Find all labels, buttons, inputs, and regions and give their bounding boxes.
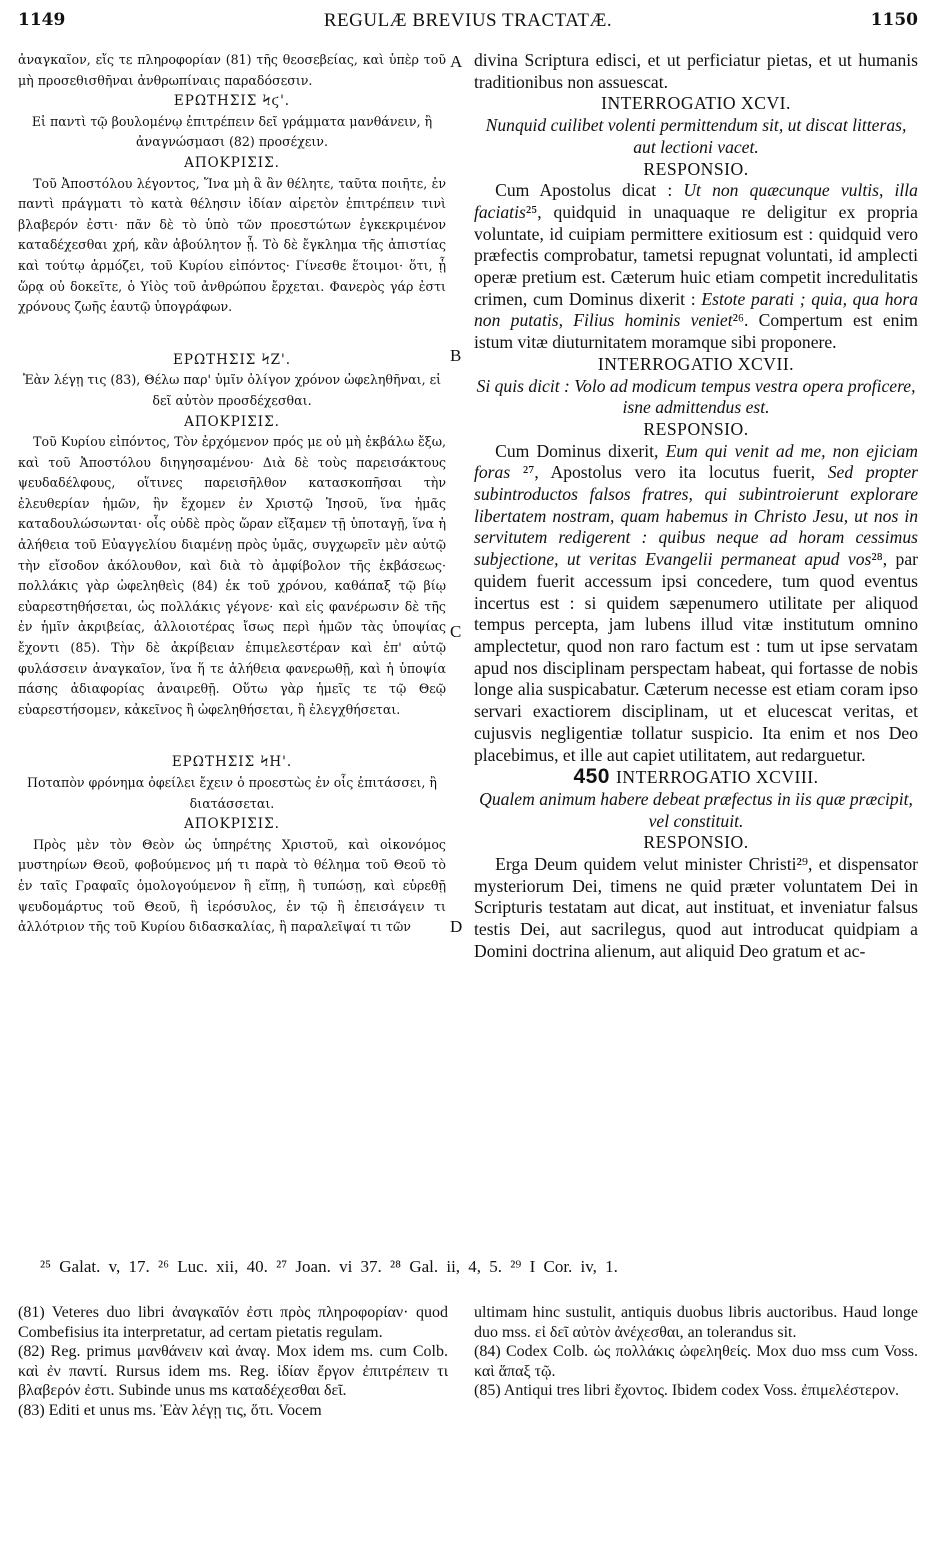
left-page-number: 1149 xyxy=(18,10,66,30)
margin-letter-b: B xyxy=(450,346,462,365)
greek-question-98: Ποταπὸν φρόνημα ὀφείλει ἔχειν ὁ προεστὼς ἐν οἷς ἐπιτάσσει, ἢ διατάσσεται. xyxy=(27,775,437,811)
greek-response-96: Τοῦ Ἀποστόλου λέγοντος, Ἵνα μὴ ἃ ἂν θέλητε, ταῦτα ποιῆτε, ἐν παντὶ πράγματι τὸ κατὰ θέλησιν ἰδίαν αἱρετὸν ἐπιτρέπειν τινὶ βλαβερόν ἐστι· πᾶν δὲ τὸ ὑπὸ τῶν προεστώτων ἐγκεκριμένον καταδέχεσθαι χρή, κἂν ἀβούλητον ᾖ. Τὸ δὲ ἔγκλημα τῆς ἀπιστίας καὶ τούτῳ ἁρμόζει, τοῦ Κυρίου εἰπόντος· Γίνεσθε ἕτοιμοι· ὅτι, ᾗ ὥρᾳ οὐ δοκεῖτε, ὁ Υἱὸς τοῦ ἀνθρώπου ἔρχεται. Φανερὸς γάρ ἐστι χρόνους ζωῆς ἑαυτῷ ὑπογράφων. xyxy=(18,175,446,315)
column-number: 450 xyxy=(573,765,610,789)
margin-letter-c: C xyxy=(450,622,462,641)
variant-note: (82) Reg. primus μανθάνειν καὶ ἀναγ. Mox idem ms. cum Colb. καὶ ἐν παντί. Rursus idem ms. Reg. ἰδίαν ἔργον ἐπιτρέπειν τι βλαβερόν ἐστι. Subinde unus ms καταδέχεσθαι δεῖ. xyxy=(18,1343,448,1399)
latin-question-98: Qualem animum habere debeat præfectus in iis quæ præcipit, vel constituit. xyxy=(479,788,913,831)
latin-heading-96: INTERROGATIO XCVI. xyxy=(601,93,791,114)
variant-note: (81) Veteres duo libri ἀναγκαῖόν ἐστι πρὸς πληροφορίαν· quod Combefisius ita interpretatur, ad certam pietatis regulam. xyxy=(18,1304,448,1341)
latin-column xyxy=(474,50,918,963)
page-header xyxy=(18,10,918,40)
variant-notes-left xyxy=(18,1303,448,1420)
margin-letter-d: D xyxy=(450,917,463,936)
latin-question-96: Nunquid cuilibet volenti permittendum sit, ut discat litteras, aut lectioni vacet. xyxy=(485,115,907,157)
latin-response-96: Cum Apostolus dicat : Ut non quæcunque vultis, illa faciatis²⁵, quidquid in unaquaque re deligitur ex propria voluntate, id cuipiam permittere exitiosum est : quidquid vero præfectis comprobatur, tametsi repugnat voluntati, id amplecti operæ pretium est. Cæterum huic etiam competit incredulitatis crimen, cum Dominus dixerit : Estote parati ; quia, qua hora non putatis, Filius hominis veniet²⁶. Compertum est enim istum vitæ diuturnitatem moramque sibi proponere. xyxy=(474,180,918,353)
variant-note: (85) Antiqui tres libri ἔχοντος. Ibidem codex Voss. ἐπιμελέστερον. xyxy=(474,1382,899,1399)
greek-heading-96: ΕΡΩΤΗΣΙΣ Ϟϛ'. xyxy=(173,93,291,110)
greek-response-head-97: ΑΠΟΚΡΙΣΙΣ. xyxy=(184,413,280,430)
right-page-number: 1150 xyxy=(870,10,918,30)
variant-notes-right xyxy=(474,1303,918,1401)
greek-response-head-98: ΑΠΟΚΡΙΣΙΣ. xyxy=(184,816,280,833)
latin-heading-98: 450 INTERROGATIO XCVIII. xyxy=(573,765,819,789)
greek-response-head-96: ΑΠΟΚΡΙΣΙΣ. xyxy=(184,154,280,171)
variant-note: (84) Codex Colb. ὡς πολλάκις ὠφεληθείς. Mox duo mss cum Voss. καὶ ἅπαξ τῷ. xyxy=(474,1343,918,1380)
greek-heading-97: ΕΡΩΤΗΣΙΣ ϞΖ'. xyxy=(173,351,291,368)
latin-opening-paragraph: divina Scriptura edisci, et ut perficiatur pietas, et ut humanis traditionibus non assuescat. xyxy=(474,50,918,92)
greek-column xyxy=(18,50,446,938)
variant-note: (83) Editi et unus ms. Ἐὰν λέγῃ τις, ὅτι. Vocem xyxy=(18,1401,322,1419)
variant-note: ultimam hinc sustulit, antiquis duobus libris auctoribus. Haud longe duo mss. εἰ δεῖ αὐτὸν ἀνέχεσθαι, an tolerandus sit. xyxy=(474,1304,918,1341)
greek-heading-98: ΕΡΩΤΗΣΙΣ ϞΗ'. xyxy=(171,754,293,771)
latin-response-head-96: RESPONSIO. xyxy=(643,158,749,179)
latin-response-98: Erga Deum quidem velut minister Christi²⁹, et dispensator mysteriorum Dei, timens ne quid præter voluntatem Dei in Scripturis testatam aut dicat, aut instituat, et inveniatur falsus testis Dei, aut sacrilegus, quod aut introducat quidpiam a Domini doctrina alienum, aut aliquid Deo gratum et ac- xyxy=(474,854,918,961)
greek-response-97: Τοῦ Κυρίου εἰπόντος, Τὸν ἐρχόμενον πρός με οὐ μὴ ἐκβάλω ἔξω, καὶ τοῦ Ἀποστόλου διηγησαμένου· Διὰ δὲ τοὺς παρεισάκτους ψευδαδέλφους, οἵτινες παρεισῆλθον κατασκοπῆσαι τὴν ἐλευθερίαν ἡμῶν, ἣν ἔχομεν ἐν Χριστῷ Ἰησοῦ, ἵνα ἡμᾶς καταδουλώσωνται· οἷς οὐδὲ πρὸς ὥραν εἴξαμεν τῇ ὑποταγῇ, ἵνα ἡ ἀλήθεια τοῦ Εὐαγγελίου διαμένῃ πρὸς ὑμᾶς, συγχωρεῖν μὲν αὐτῷ τὴν εἴσοδον ἀκόλουθον, καὶ διὰ τὸ ἀμφίβολον τῆς ἐκβάσεως· πολλάκις γὰρ ὠφεληθεὶς (84) ἐκ τοῦ χρόνου, καθάπαξ τῷ βίῳ εὐαρεστηθήσεται, ὡς πολλάκις γέγονε· καὶ εἰς φανέρωσιν δὲ τῆς ἐν ἡμῖν ἀκριβείας, ἀλλοιοτέρας ἴσως περὶ ἡμῶν τὰς ὑποψίας ἔχοντι (85). Τὴν δὲ ἀκρίβειαν ἐπιμελεστέραν καὶ ἐπ' αὐτῷ φυλάσσειν ἀναγκαῖον, ἵνα ἥ τε ἀλήθεια φανερωθῇ, καὶ ἡ ὑποψία πάσης ἀδιαφορίας ἀναιρεθῇ. Οὕτω γὰρ ἡμεῖς τε τῷ Θεῷ εὐαρεστήσομεν, κἀκεῖνος ἢ ὠφεληθήσεται, ἢ ἐλεγχθήσεται. xyxy=(18,434,446,717)
latin-response-head-98: RESPONSIO. xyxy=(643,832,749,853)
greek-response-98: Πρὸς μὲν τὸν Θεὸν ὡς ὑπηρέτης Χριστοῦ, καὶ οἰκονόμος μυστηρίων Θεοῦ, φοβούμενος μή τι παρὰ τὸ θέλημα τοῦ Θεοῦ τὸ ἐν ταῖς Γραφαῖς ὁμολογούμενον ἢ εἴπῃ, ἢ τυπώσῃ, καὶ εὑρεθῇ ψευδομάρτυς τοῦ Θεοῦ, ἢ ἱερόσυλος, ἐν τῷ ἢ ἐπεισάγειν τι ἀλλότριον τῆς τοῦ Κυρίου διδασκαλίας, ἢ παραλεῖψαί τι τῶν xyxy=(18,836,446,935)
latin-heading-97: INTERROGATIO XCVII. xyxy=(597,353,795,374)
greek-question-97: Ἐὰν λέγῃ τις (83), Θέλω παρ' ὑμῖν ὀλίγον χρόνον ὠφεληθῆναι, εἰ δεῖ αὐτὸν προσδέχεσθαι. xyxy=(22,372,442,408)
margin-letter-a: A xyxy=(450,52,463,71)
scripture-footnotes: ²⁵ Galat. v, 17. ²⁶ Luc. xii, 40. ²⁷ Joan. vi 37. ²⁸ Gal. ii, 4, 5. ²⁹ I Cor. iv, 1. xyxy=(40,1257,618,1276)
latin-response-97: Cum Dominus dixerit, Eum qui venit ad me, non ejiciam foras ²⁷, Apostolus vero ita locutus fuerit, Sed propter subintroductos falsos fratres, qui subintroierunt explorare libertatem nostram, quam habemus in Christo Jesu, ut nos in servitutem redigerent : quibus neque ad horam cessimus subjectione, ut veritas Evangelii permaneat apud vos²⁸, par quidem fuerit accessum ipsi concedere, tum quod eventus incertus est : si quidem sæpenumero utilitate per aliquod tempus percepta, jam lubens illud vitæ institutum omnino amplectetur, quod non raro factum est : tum ut ipse servatam apud nos disciplinam perspectam habeat, qui fortasse de nobis longe alia suspicabatur. Cæterum necesse est etiam coram ipso servari exactiorem disciplinam, ut et elucescat veritas, et cujusvis negligentiæ tollatur suspicio. Ita enim et nos Deo placebimus, et ille aut capiet utilitatem, aut redarguetur. xyxy=(474,440,918,765)
greek-opening-paragraph: ἀναγκαῖον, εἴς τε πληροφορίαν (81) τῆς θεοσεβείας, καὶ ὑπὲρ τοῦ μὴ προσεθισθῆναι ἀνθρωπίναις παραδόσεσιν. xyxy=(18,52,446,88)
latin-response-head-97: RESPONSIO. xyxy=(643,418,749,439)
latin-question-97: Si quis dicit : Volo ad modicum tempus vestra opera proficere, isne admittendus est. xyxy=(476,375,916,418)
running-title: REGULÆ BREVIUS TRACTATÆ. xyxy=(323,10,613,31)
greek-question-96: Εἰ παντὶ τῷ βουλομένῳ ἐπιτρέπειν δεῖ γράμματα μανθάνειν, ἢ ἀναγνώσμασι (82) προσέχειν. xyxy=(31,113,433,150)
